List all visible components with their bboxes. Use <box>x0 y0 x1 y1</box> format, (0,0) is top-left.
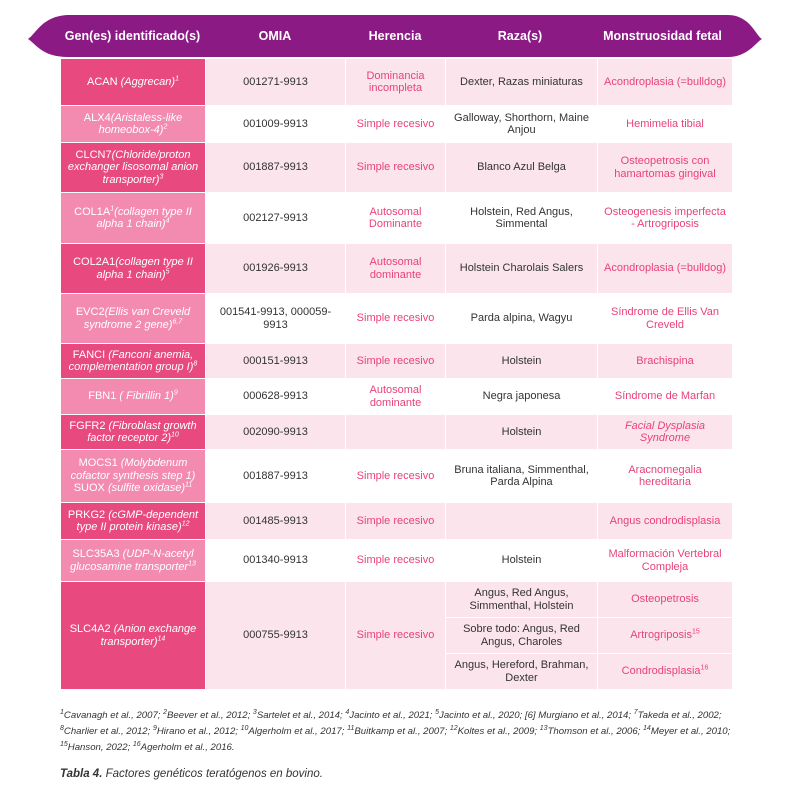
omia-cell <box>206 143 346 193</box>
reference-text: Agerholm et al., 2016. <box>140 742 235 753</box>
raza-text: Galloway, Shorthorn, Maine Anjou <box>454 111 589 136</box>
reference-number: 7 <box>633 708 638 716</box>
omia-id: 001926-9913 <box>243 262 308 275</box>
raza-text: Holstein, Red Angus, Simmental <box>470 205 573 230</box>
table-row <box>61 540 733 582</box>
gene-description: (Fanconi anemia, complementation group I) <box>68 348 194 373</box>
herencia-text: Autosomal dominante <box>369 256 422 281</box>
monstruosidad-text: Síndrome de Ellis Van Creveld <box>610 306 720 331</box>
gene-cell <box>61 582 206 690</box>
omia-cell <box>206 582 346 690</box>
gene-symbol: ACAN <box>87 75 118 88</box>
monstruosidad-cell <box>598 106 733 143</box>
caption-label: Tabla 4. <box>60 768 103 780</box>
raza-text: Holstein <box>501 425 542 438</box>
herencia-cell <box>346 379 446 415</box>
herencia-text: Simple recesivo <box>356 312 435 325</box>
raza-text: Holstein <box>501 554 542 567</box>
herencia-cell <box>346 59 446 106</box>
raza-cell <box>446 540 598 582</box>
herencia-text: Simple recesivo <box>356 469 435 482</box>
raza-text: Angus, Red Angus, Simmenthal, Holstein <box>469 587 574 612</box>
herencia-cell <box>346 344 446 379</box>
gene-cell <box>61 193 206 244</box>
herencia-cell <box>346 540 446 582</box>
monstruosidad-cell <box>598 540 733 582</box>
monstruosidad-cell <box>598 450 733 503</box>
raza-text: Negra japonesa <box>482 390 561 403</box>
monstruosidad-cell <box>598 379 733 415</box>
monstruosidad-text: Osteopetrosis <box>631 593 699 606</box>
herencia-cell <box>346 143 446 193</box>
reference-superscript: 13 <box>188 559 196 567</box>
reference-superscript: 8 <box>193 360 198 368</box>
raza-text: Parda alpina, Wagyu <box>470 312 573 325</box>
reference-number: 11 <box>347 724 355 732</box>
reference-text: Hirano et al., 2012; <box>156 726 241 737</box>
reference-superscript: 9 <box>173 389 178 397</box>
reference-text: Charlier et al., 2012; <box>63 726 153 737</box>
omia-cell <box>206 450 346 503</box>
reference-superscript: 15 <box>691 628 700 636</box>
gene-symbol: FANCI <box>72 348 106 361</box>
reference-text: Cavanagh et al., 2007; <box>63 710 164 721</box>
table-row <box>61 450 733 503</box>
reference-number: 15 <box>60 740 68 748</box>
raza-cell <box>446 294 598 344</box>
caption-text: Factores genéticos teratógenos en bovino. <box>102 768 323 780</box>
table-row <box>61 582 733 618</box>
genetic-factors-table <box>60 58 733 690</box>
monstruosidad-text: Facial Dysplasia Syndrome <box>624 419 706 444</box>
omia-id: 000628-9913 <box>243 390 308 403</box>
reference-text: Jacinto et al., 2021; <box>349 710 436 721</box>
reference-superscript: 10 <box>170 431 179 439</box>
raza-cell <box>446 450 598 503</box>
omia-id: 000755-9913 <box>243 629 308 642</box>
monstruosidad-text: Aracnomegalia hereditaria <box>628 463 702 488</box>
monstruosidad-cell <box>598 415 733 450</box>
gene-symbol: CLCN7 <box>75 148 112 161</box>
raza-cell <box>446 143 598 193</box>
table-header-row <box>60 14 730 58</box>
gene-description: ( Fibrillin 1) <box>116 390 174 403</box>
table-row <box>61 193 733 244</box>
omia-id: 001887-9913 <box>243 161 308 174</box>
table-row <box>61 415 733 450</box>
omia-id: 001340-9913 <box>243 554 308 567</box>
gene-description: (Aggrecan) <box>117 75 176 88</box>
gene-symbol: SLC35A3 <box>72 548 120 560</box>
reference-superscript: 2 <box>163 123 168 131</box>
monstruosidad-text: Osteopetrosis con hamartomas gingival <box>614 155 716 180</box>
gene-description: (collagen type II alpha 1 chain) <box>96 205 192 230</box>
herencia-text: Simple recesivo <box>356 554 435 567</box>
herencia-text: Simple recesivo <box>356 117 435 130</box>
reference-number: 2 <box>163 708 168 716</box>
omia-id: 002127-9913 <box>243 211 308 224</box>
reference-number: 8 <box>60 724 64 732</box>
table-caption <box>60 768 323 780</box>
reference-number: 16 <box>132 740 141 748</box>
gene-symbol: ALX4 <box>83 111 111 124</box>
gene-description: (Aristaless-like homeobox-4) <box>98 111 183 136</box>
reference-line <box>60 740 760 756</box>
omia-cell <box>206 344 346 379</box>
raza-cell <box>446 654 598 690</box>
reference-number: 4 <box>345 708 350 716</box>
omia-id: 001541-9913, 000059-9913 <box>219 306 332 331</box>
omia-cell <box>206 415 346 450</box>
raza-cell <box>446 106 598 143</box>
reference-text: Sartelet et al., 2014; <box>256 710 346 721</box>
table-row <box>61 503 733 540</box>
reference-number: 9 <box>152 724 157 732</box>
raza-text: Angus, Hereford, Brahman, Dexter <box>454 659 589 684</box>
reference-number: 12 <box>449 724 458 732</box>
herencia-cell <box>346 450 446 503</box>
monstruosidad-text: Acondroplasia (=bulldog) <box>604 262 726 275</box>
raza-text: Sobre todo: Angus, Red Angus, Charoles <box>463 623 580 648</box>
omia-cell <box>206 294 346 344</box>
gene-symbol: EVC2 <box>75 306 105 318</box>
reference-text: Buitkamp et al., 2007; <box>354 726 450 737</box>
header-omia: OMIA <box>258 29 292 43</box>
reference-text: Meyer et al., 2010; <box>650 726 731 737</box>
monstruosidad-text: Acondroplasia (=bulldog) <box>604 75 726 88</box>
herencia-cell <box>346 193 446 244</box>
gene-cell <box>61 244 206 294</box>
raza-cell <box>446 582 598 618</box>
gene-symbol: PRKG2 <box>67 508 106 521</box>
reference-superscript: 12 <box>181 520 190 528</box>
gene-symbol: COL2A1 <box>73 256 116 268</box>
gene-cell <box>61 59 206 106</box>
table-row <box>61 59 733 106</box>
gene-description: (Ellis van Creveld syndrome 2 gene) <box>83 306 191 331</box>
gene-symbol: COL1A <box>74 205 111 218</box>
gene-description: (Fibroblast growth factor receptor 2) <box>87 419 197 444</box>
monstruosidad-cell <box>598 582 733 618</box>
monstruosidad-cell <box>598 618 733 654</box>
raza-text: Blanco Azul Belga <box>477 161 566 174</box>
gene-cell <box>61 294 206 344</box>
reference-superscript: 14 <box>157 634 166 642</box>
monstruosidad-text: Malformación Vertebral Compleja <box>608 548 722 573</box>
raza-text: Holstein Charolais Salers <box>459 262 584 275</box>
reference-superscript: 3 <box>159 173 164 181</box>
monstruosidad-cell <box>598 503 733 540</box>
gene-description: (Molybdenum cofactor synthesis step 1) <box>70 457 196 482</box>
herencia-text: Simple recesivo <box>356 161 435 174</box>
header-raza: Raza(s) <box>497 29 543 43</box>
raza-cell <box>446 193 598 244</box>
raza-text: Bruna italiana, Simmenthal, Parda Alpina <box>454 463 589 488</box>
herencia-cell <box>346 582 446 690</box>
gene-symbol: FBN1 <box>88 390 117 403</box>
herencia-cell <box>346 503 446 540</box>
table-row <box>61 294 733 344</box>
table-row <box>61 143 733 193</box>
herencia-cell <box>346 294 446 344</box>
reference-superscript: 6,7 <box>172 317 183 325</box>
monstruosidad-text: Hemimelia tibial <box>626 117 704 130</box>
omia-cell <box>206 540 346 582</box>
monstruosidad-text: Angus condrodisplasia <box>609 514 721 527</box>
reference-number: 1 <box>60 708 64 716</box>
gene-symbol: FGFR2 <box>69 419 106 432</box>
raza-text: Dexter, Razas miniaturas <box>460 75 583 88</box>
raza-cell <box>446 379 598 415</box>
reference-number: 13 <box>539 724 548 732</box>
gene-cell <box>61 106 206 143</box>
gene-cell <box>61 450 206 503</box>
table-row <box>61 244 733 294</box>
gene-description: (collagen type II alpha 1 chain) <box>96 256 193 281</box>
table-row <box>61 379 733 415</box>
raza-text: Holstein <box>501 354 542 367</box>
herencia-text: Simple recesivo <box>356 514 435 527</box>
reference-text: Koltes et al., 2009; <box>457 726 540 737</box>
reference-superscript: 4 <box>165 217 170 225</box>
monstruosidad-text: Osteogenesis imperfecta - Artrogriposis <box>604 205 726 230</box>
header-gene: Gen(es) identificado(s) <box>64 29 201 43</box>
raza-cell <box>446 244 598 294</box>
monstruosidad-text: Brachispina <box>636 354 694 367</box>
gene-symbol: MOCS1 <box>78 457 118 470</box>
gene-cell <box>61 143 206 193</box>
gene-description: (Anion exchange transporter) <box>100 623 197 648</box>
gene-description: (sulfite oxidase) <box>104 482 185 495</box>
reference-text: Takeda et al., 2002; <box>637 710 722 721</box>
reference-superscript: 5 <box>165 267 170 275</box>
omia-cell <box>206 59 346 106</box>
reference-number: 14 <box>643 724 651 732</box>
gene-cell <box>61 540 206 582</box>
monstruosidad-text: Artrogriposis <box>630 629 692 642</box>
raza-cell <box>446 344 598 379</box>
herencia-text: Simple recesivo <box>356 629 435 642</box>
gene-cell <box>61 415 206 450</box>
raza-cell <box>446 415 598 450</box>
herencia-cell <box>346 244 446 294</box>
omia-cell <box>206 106 346 143</box>
monstruosidad-cell <box>598 654 733 690</box>
reference-text: Jacinto et al., 2020; [6] Murgiano et al., 2014; <box>439 710 634 721</box>
monstruosidad-cell <box>598 244 733 294</box>
reference-line <box>60 708 760 724</box>
monstruosidad-cell <box>598 193 733 244</box>
table-row <box>61 344 733 379</box>
gene-symbol: SLC4A2 <box>69 623 111 635</box>
gene-cell <box>61 379 206 415</box>
reference-number: 3 <box>252 708 257 716</box>
reference-superscript: 16 <box>700 664 709 672</box>
gene-description: (UDP-N-acetyl glucosamine transporter <box>70 548 194 573</box>
herencia-cell <box>346 106 446 143</box>
references <box>60 708 760 756</box>
monstruosidad-text: Síndrome de Marfan <box>614 390 716 403</box>
monstruosidad-text: Condrodisplasia <box>621 665 701 678</box>
omia-id: 001485-9913 <box>243 514 308 527</box>
raza-cell <box>446 59 598 106</box>
herencia-text: Autosomal Dominante <box>368 205 423 230</box>
monstruosidad-cell <box>598 143 733 193</box>
gene-symbol: SUOX <box>73 482 105 495</box>
omia-cell <box>206 244 346 294</box>
omia-cell <box>206 503 346 540</box>
gene-description: (cGMP-dependent type II protein kinase) <box>76 508 199 533</box>
reference-superscript: 1 <box>175 75 179 83</box>
gene-cell <box>61 344 206 379</box>
raza-cell <box>446 503 598 540</box>
reference-superscript: 11 <box>185 481 193 489</box>
reference-text: Beever et al., 2012; <box>167 710 253 721</box>
header-monstruosidad: Monstruosidad fetal <box>603 29 722 43</box>
reference-number: 5 <box>435 708 440 716</box>
herencia-cell <box>346 415 446 450</box>
omia-cell <box>206 193 346 244</box>
reference-text: Algerholm et al., 2017; <box>248 726 348 737</box>
herencia-text: Dominancia incompleta <box>366 69 425 94</box>
omia-cell <box>206 379 346 415</box>
omia-id: 000151-9913 <box>243 354 308 367</box>
table-row <box>61 106 733 143</box>
omia-id: 001009-9913 <box>243 117 308 130</box>
omia-id: 002090-9913 <box>243 425 308 438</box>
gene-cell <box>61 503 206 540</box>
omia-id: 001271-9913 <box>243 75 308 88</box>
header-herencia: Herencia <box>368 29 422 43</box>
monstruosidad-cell <box>598 59 733 106</box>
gene-description: (Chloride/proton exchanger lisosomal anion transporter) <box>67 148 199 186</box>
monstruosidad-cell <box>598 294 733 344</box>
reference-text: Thomson et al., 2006; <box>547 726 644 737</box>
herencia-text: Autosomal dominante <box>369 384 422 409</box>
reference-number: 10 <box>240 724 249 732</box>
raza-cell <box>446 618 598 654</box>
gene-symbol-ref: 1 <box>110 204 115 212</box>
omia-id: 001887-9913 <box>243 469 308 482</box>
reference-line <box>60 724 760 740</box>
reference-text: Hanson, 2022; <box>67 742 133 753</box>
herencia-text: Simple recesivo <box>356 354 435 367</box>
monstruosidad-cell <box>598 344 733 379</box>
